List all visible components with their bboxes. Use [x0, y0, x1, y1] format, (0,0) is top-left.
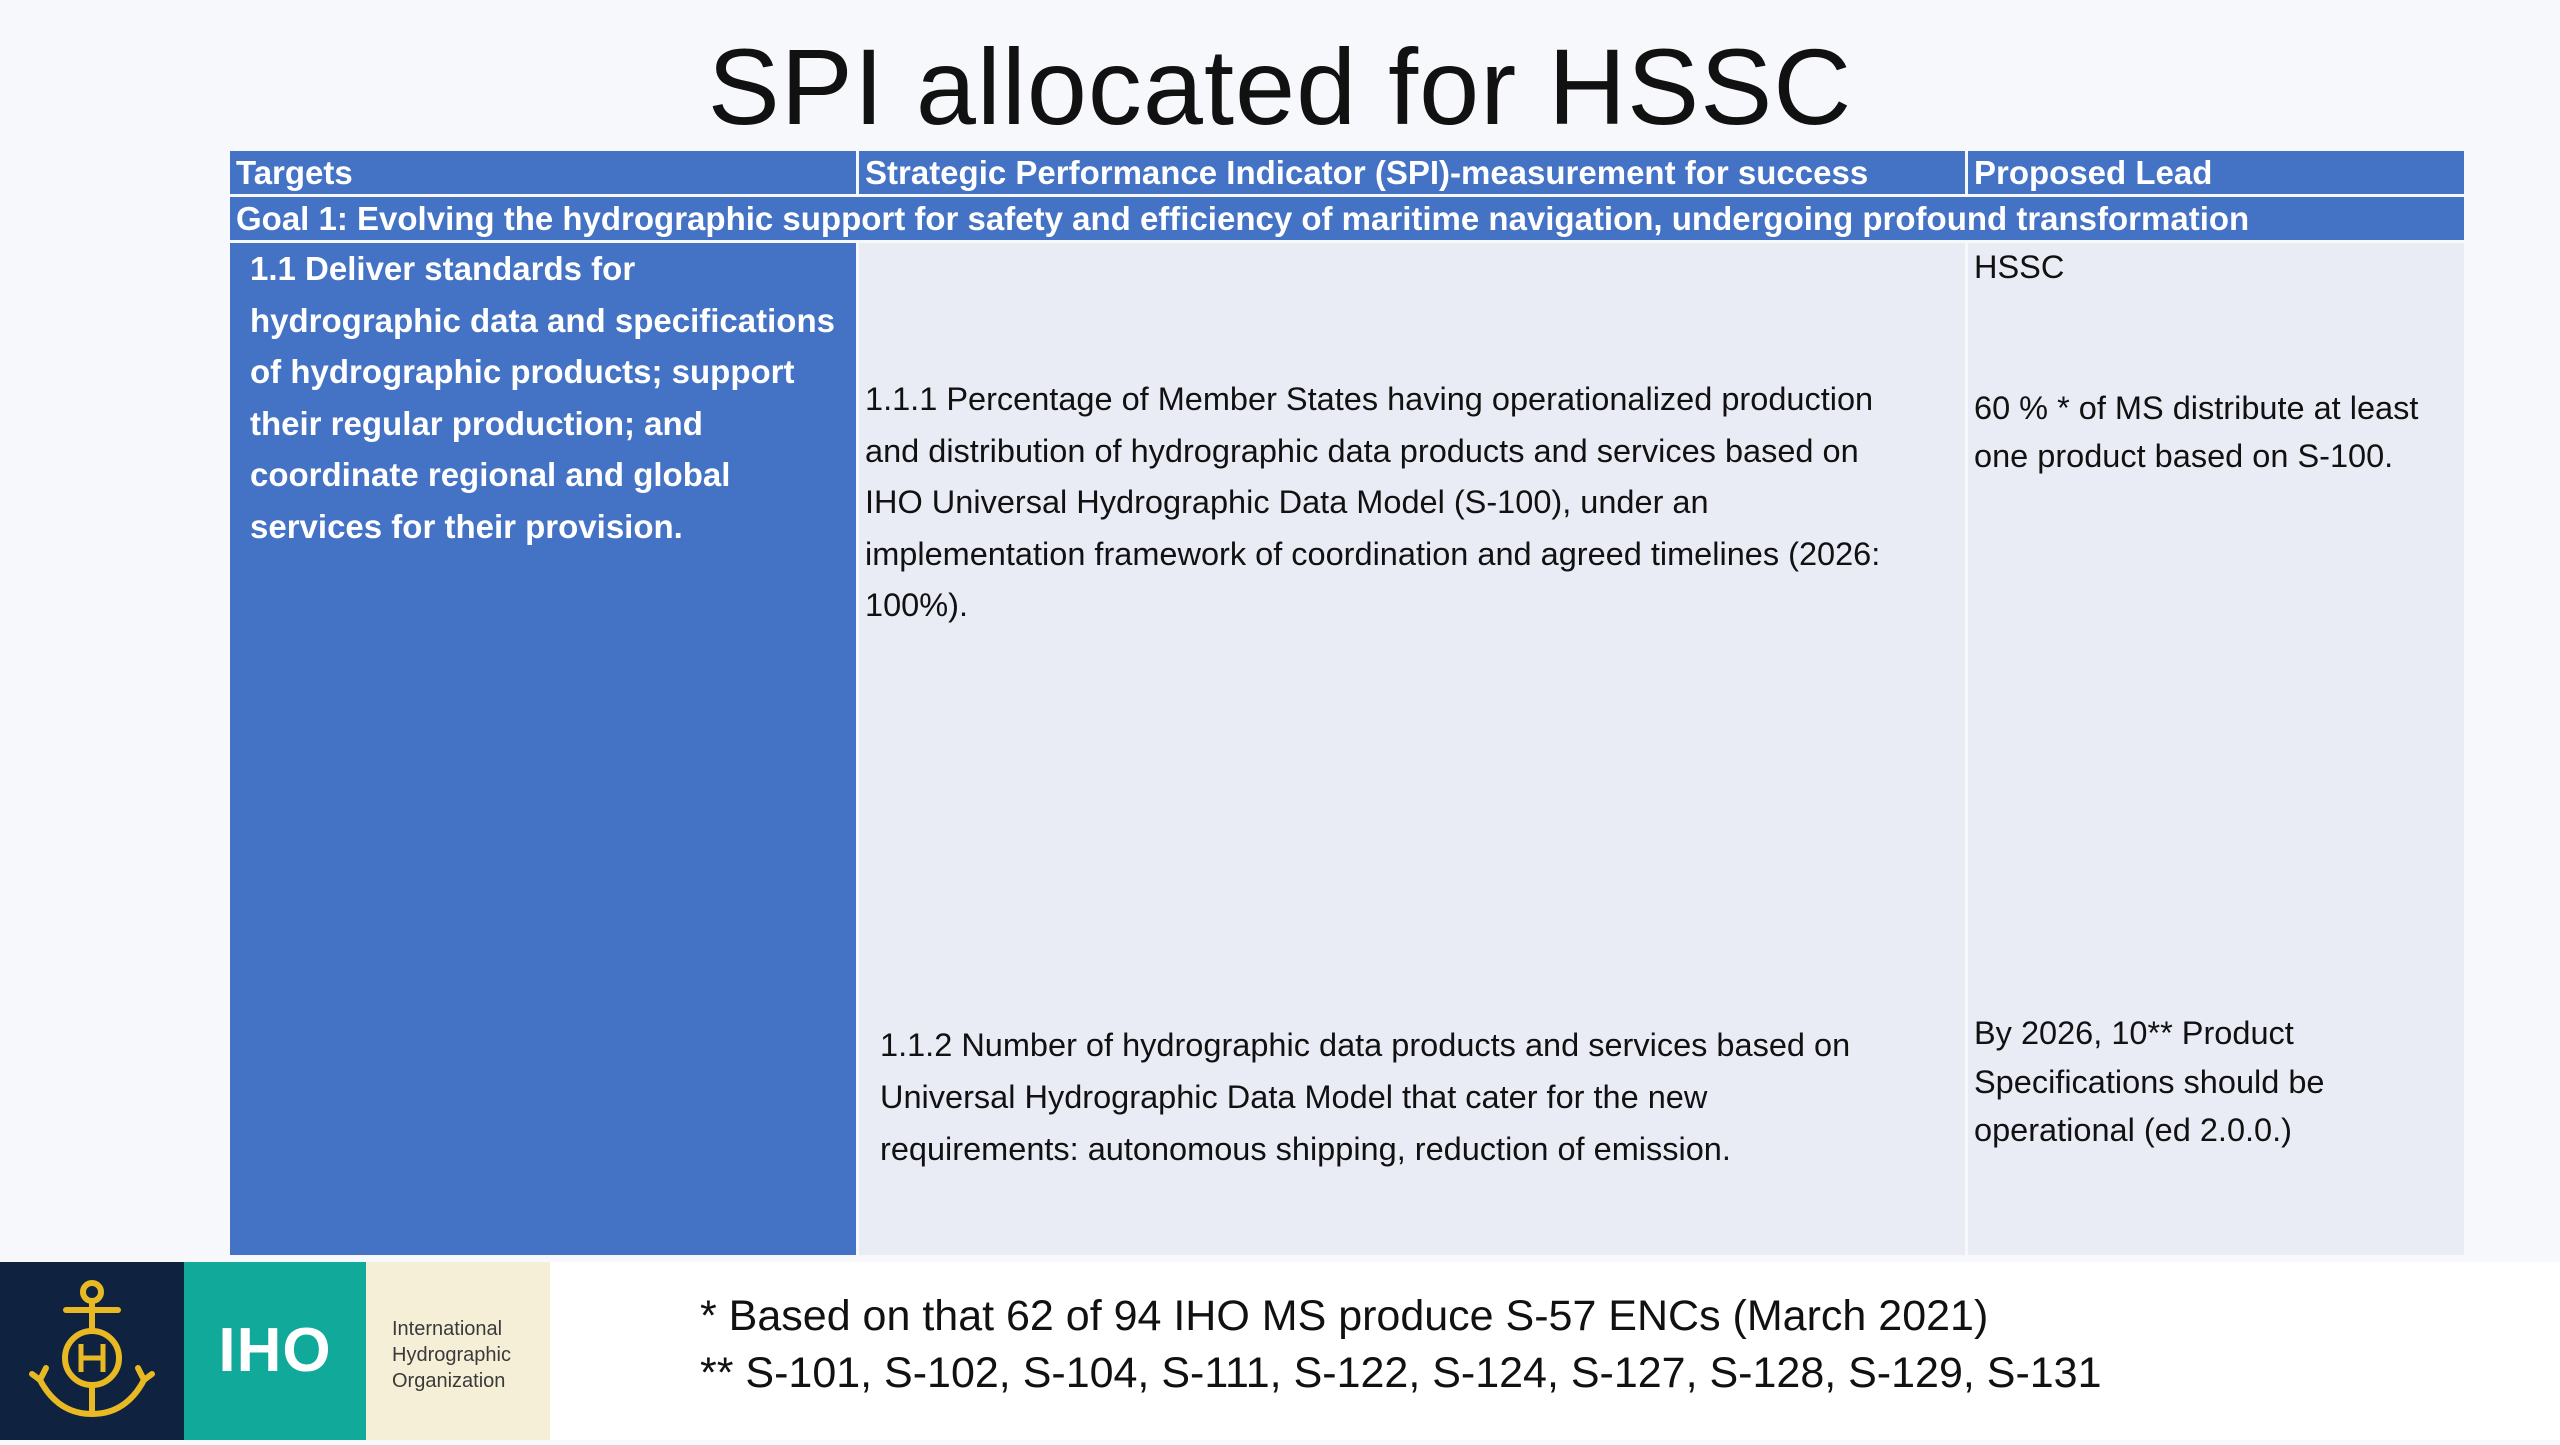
- spi-line: requirements: autonomous shipping, reduction of emission.: [880, 1131, 1731, 1167]
- target-line: coordinate regional and global: [250, 456, 731, 493]
- org-name: [392, 1316, 542, 1394]
- lead-line: By 2026, 10** Product: [1974, 1015, 2294, 1051]
- header-targets: Targets: [230, 151, 856, 194]
- spi-line: 1.1.2 Number of hydrographic data products and services based on: [880, 1027, 1851, 1063]
- target-text: [250, 243, 850, 552]
- lead-cell: [1968, 243, 2464, 1255]
- spi-line: implementation framework of coordination and agreed timelines (2026:: [865, 535, 1881, 572]
- org-line: Organization: [392, 1370, 506, 1392]
- spi-1-1-2-text: [880, 1019, 1850, 1175]
- target-line: of hydrographic products; support: [250, 353, 795, 390]
- lead-line: 60 % * of MS distribute at least: [1974, 390, 2419, 426]
- spi-table: [230, 151, 2464, 1255]
- target-line: hydrographic data and specifications: [250, 301, 835, 339]
- spi-line: 100%).: [865, 587, 968, 623]
- lead-line: Specifications should be: [1974, 1063, 2325, 1100]
- spi-line: Universal Hydrographic Data Model that cater for the new: [880, 1079, 1708, 1115]
- spi-cell: [859, 243, 1965, 1255]
- target-line: their regular production; and: [250, 404, 703, 442]
- org-line: International: [392, 1318, 503, 1340]
- goal-row: Goal 1: Evolving the hydrographic support for safety and efficiency of maritime navigation, undergoing profound transformation: [230, 197, 2464, 240]
- iho-anchor-emblem-icon: [0, 1262, 184, 1440]
- spi-1-1-1-text: [865, 374, 1880, 632]
- lead-1-text: [1974, 384, 2418, 480]
- logo-org-panel: [366, 1262, 550, 1440]
- header-proposed-lead: Proposed Lead: [1968, 151, 2464, 194]
- target-cell: [230, 243, 856, 1255]
- spi-line: 1.1.1 Percentage of Member States having operationalized production: [865, 381, 1874, 417]
- org-line: Hydrographic: [392, 1344, 511, 1366]
- target-line: services for their provision.: [250, 507, 683, 545]
- header-spi: Strategic Performance Indicator (SPI)-measurement for success: [859, 151, 1965, 194]
- footnote-1: * Based on that 62 of 94 IHO MS produce S-57 ENCs (March 2021): [700, 1292, 1989, 1340]
- spi-line: IHO Universal Hydrographic Data Model (S-100), under an: [865, 484, 1709, 520]
- lead-line: one product based on S-100.: [1974, 438, 2394, 474]
- logo-iho-text: IHO: [184, 1262, 366, 1440]
- target-line: 1.1 Deliver standards for: [250, 250, 636, 287]
- slide-title: SPI allocated for HSSC: [707, 26, 1853, 147]
- lead-line: operational (ed 2.0.0.): [1974, 1112, 2292, 1148]
- lead-hssc: HSSC: [1974, 249, 2065, 285]
- lead-2-text: [1974, 1009, 2325, 1155]
- logo-emblem-panel: [0, 1262, 184, 1440]
- footer: [0, 1262, 2560, 1440]
- footnote-2: ** S-101, S-102, S-104, S-111, S-122, S-124, S-127, S-128, S-129, S-131: [700, 1349, 2102, 1397]
- spi-line: and distribution of hydrographic data products and services based on: [865, 432, 1859, 469]
